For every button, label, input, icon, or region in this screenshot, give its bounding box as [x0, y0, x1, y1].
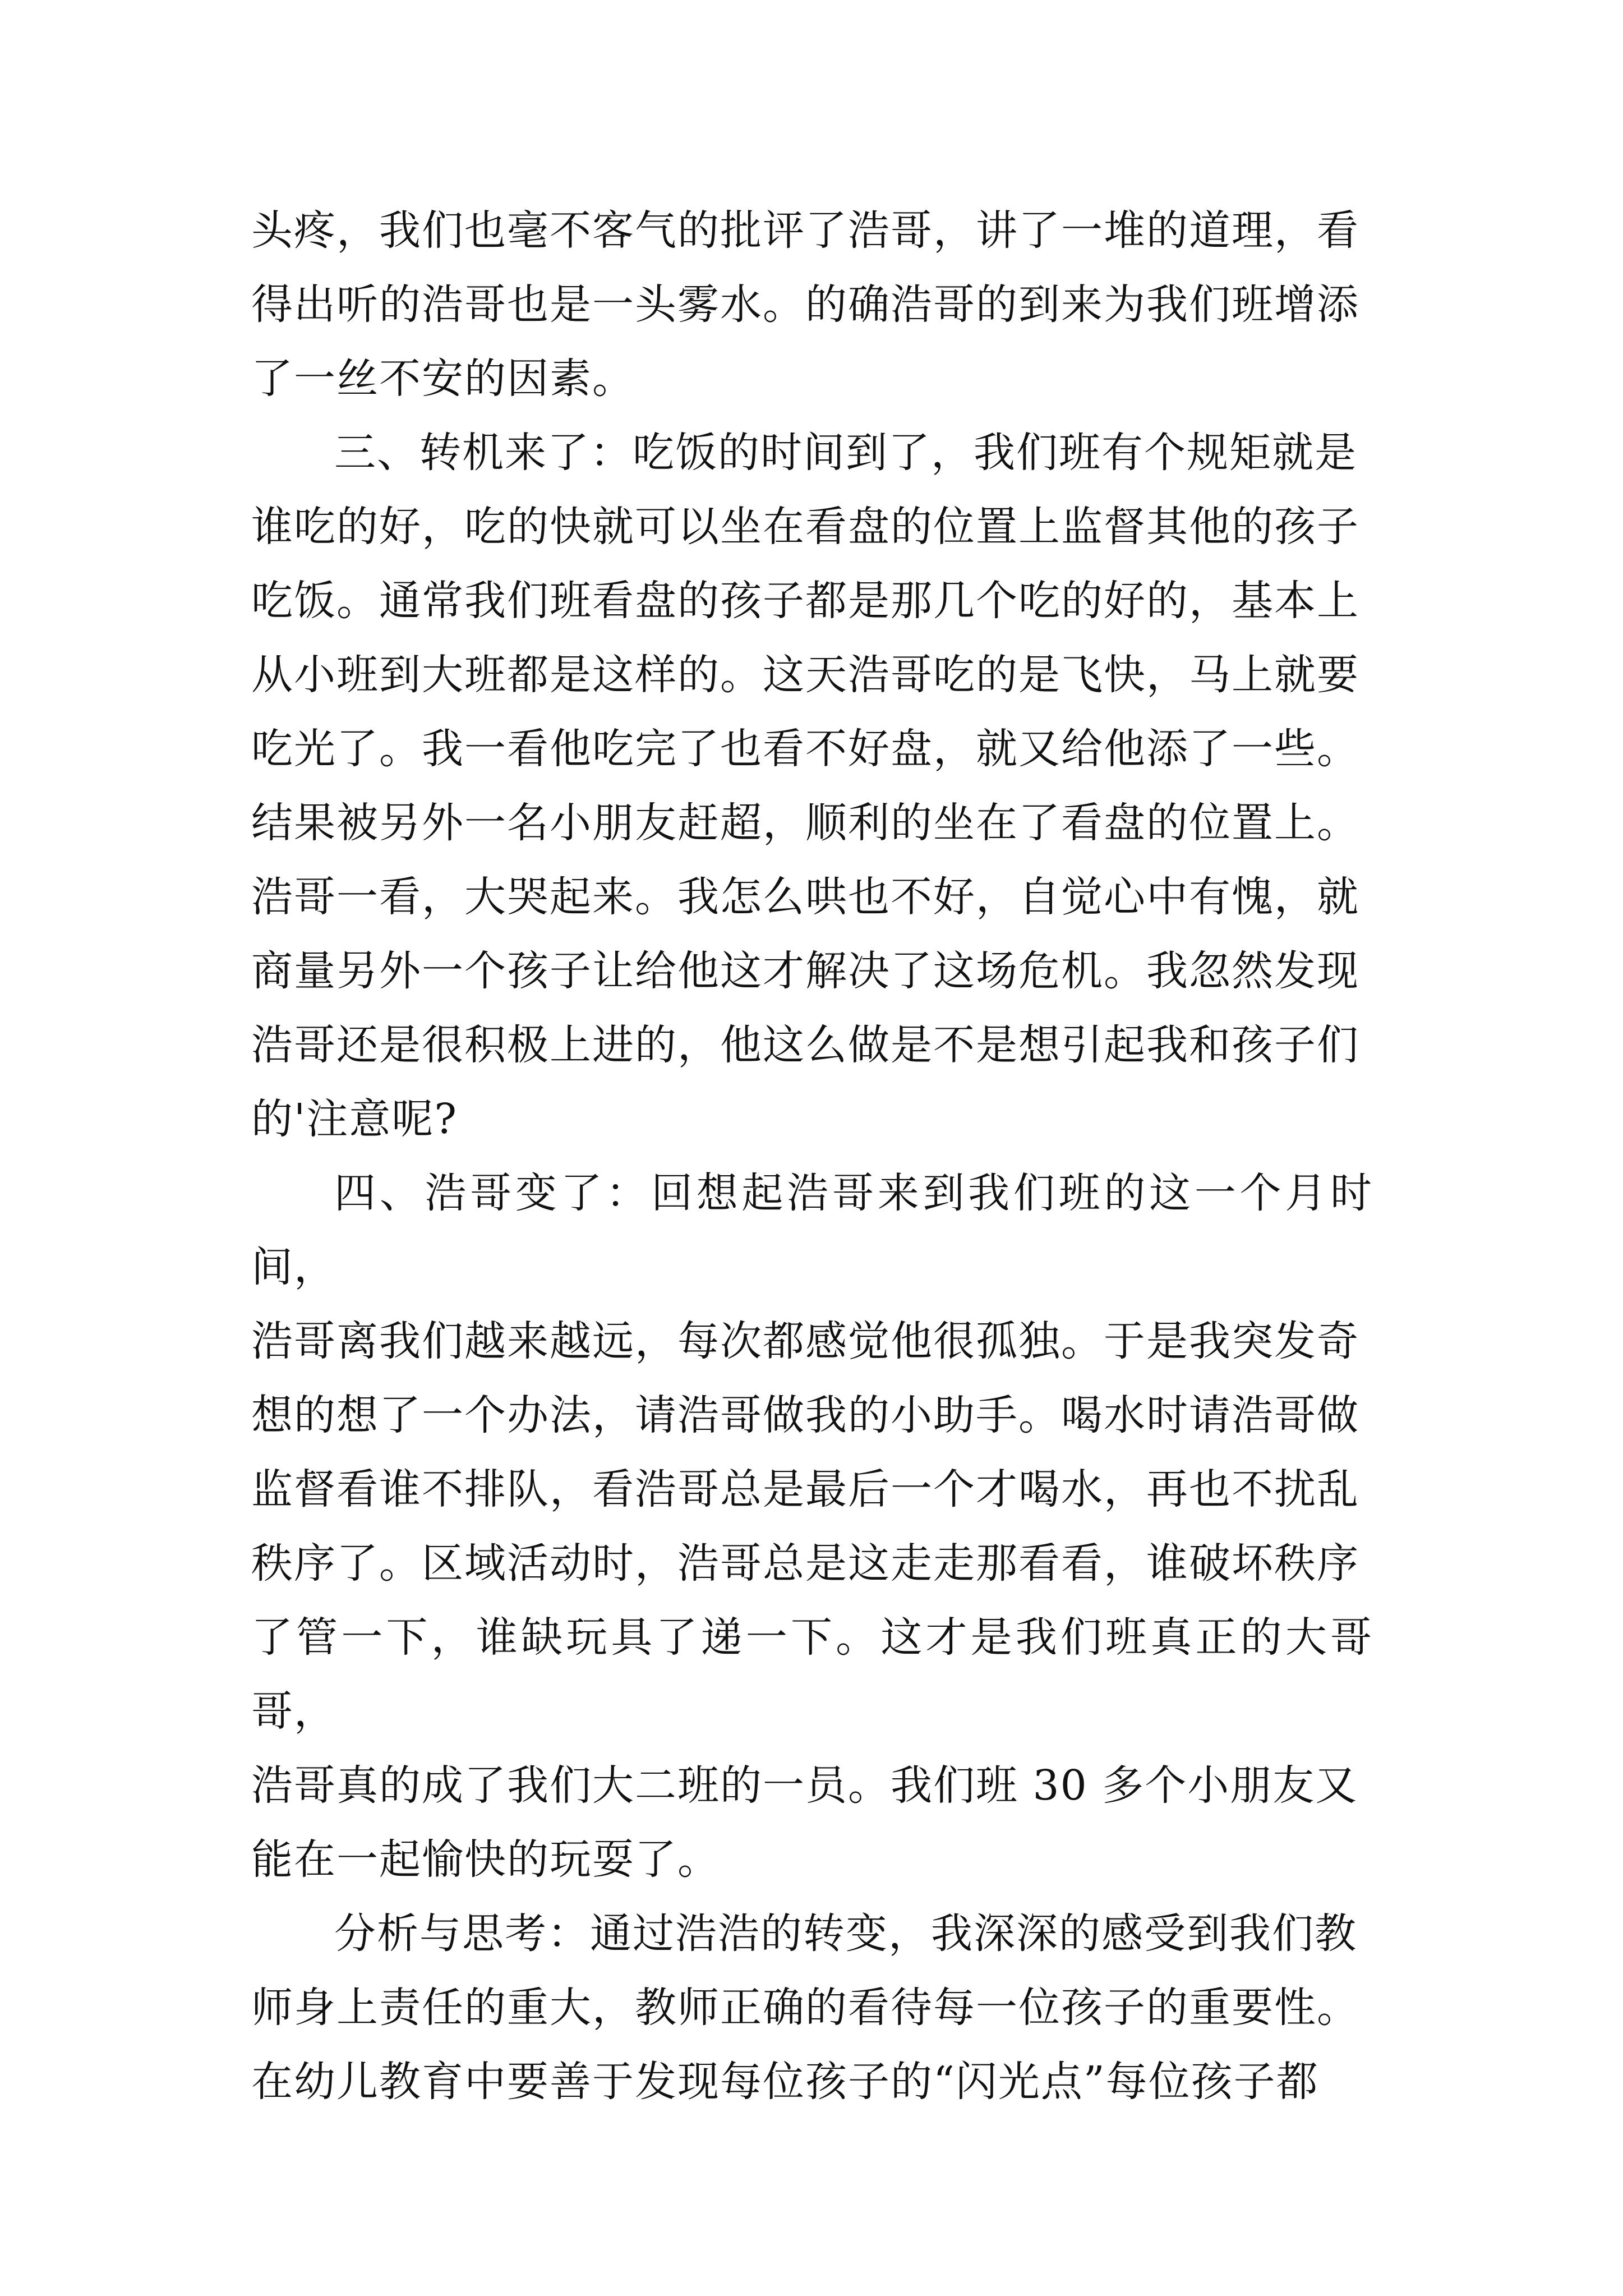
paragraph-haoge-changed: 四、浩哥变了：回想起浩哥来到我们班的这一个月时间， 浩哥离我们越来越远，每次都感觉他很孤独。于是我突发奇 想的想了一个办法，请浩哥做我的小助手。喝水时请浩哥做 监督看谁不排队，看浩哥总是最后一个才喝水，再也不扰乱 秩序了。区域活动时，浩哥总是这走走那看看，谁破坏秩序 了管一下，谁缺玩具了递一下。这才是我们班真正的大哥哥， 浩哥真的成了我们大二班的一员。我们班 30 多个小朋友又 能在一起愉快的玩耍了。 [251, 1169, 1373, 1884]
body-text [251, 194, 1373, 2119]
paragraph-analysis-reflection: 分析与思考：通过浩浩的转变，我深深的感受到我们教 师身上责任的重大，教师正确的看待每一位孩子的重要性。 在幼儿教育中要善于发现每位孩子的“闪光点”每位孩子都 [251, 1910, 1359, 2106]
paragraph-continued-criticism: 头疼，我们也毫不客气的批评了浩哥，讲了一堆的道理，看 得出听的浩哥也是一头雾水。的确浩哥的到来为我们班增添 了一丝不安的因素。 [251, 206, 1359, 403]
paragraph-turning-point: 三、转机来了：吃饭的时间到了，我们班有个规矩就是 谁吃的好，吃的快就可以坐在看盘的位置上监督其他的孩子 吃饭。通常我们班看盘的孩子都是那几个吃的好的，基本上 从小班到大班都是这样的。这天浩哥吃的是飞快，马上就要 吃光了。我一看他吃完了也看不好盘，就又给他添了一些。 结果被另外一名小朋友赶超，顺利的坐在了看盘的位置上。 浩哥一看，大哭起来。我怎么哄也不好，自觉心中有愧，就 商量另外一个孩子让给他这才解决了这场危机。我忽然发现 浩哥还是很积极上进的，他这么做是不是想引起我和孩子们 的'注意呢? [251, 429, 1359, 1143]
